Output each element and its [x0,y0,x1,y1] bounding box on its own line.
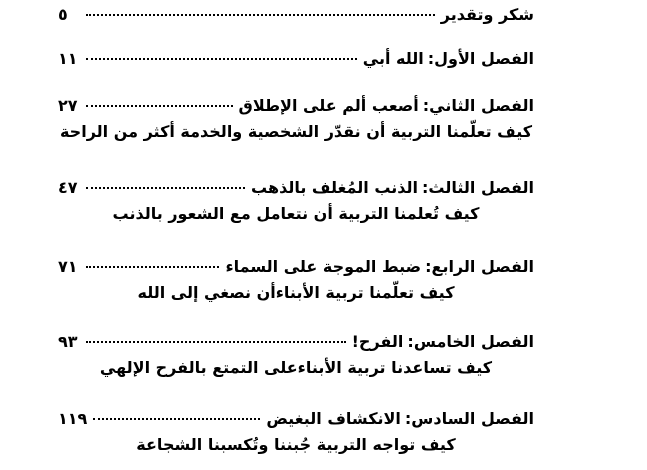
chapter-subtitle: كيف تواجه التربية جُبننا وتُكسبنا الشجاعة [136,435,456,454]
page-number: ٧١ [58,257,78,276]
chapter-subtitle: كيف تُعلمنا التربية أن نتعامل مع الشعور بالذنب [112,204,480,223]
toc-entry-acknowledgements [58,2,534,28]
dot-leader [86,14,435,16]
chapter-label: الفصل الخامس: [407,332,534,351]
page-number: ٩٣ [58,332,78,351]
chapter-title: ضبط الموجة على السماء [225,257,422,276]
toc-entry-chapter-3 [58,175,534,227]
toc-row [58,46,534,72]
chapter-label: الفصل الثالث: [422,178,534,197]
chapter-label: الفصل الرابع: [425,257,534,276]
toc-row [58,175,534,201]
chapter-title: أصعب ألم على الإطلاق [238,96,419,115]
dot-leader [93,418,260,420]
dot-leader [86,341,346,343]
toc-row [58,254,534,280]
toc-row [58,2,534,28]
chapter-label: الفصل الأول: [427,49,534,68]
toc-entry-chapter-4 [58,254,534,306]
toc-entry-chapter-6 [58,406,534,458]
dot-leader [86,58,357,60]
chapter-title: الفرح! [351,332,404,351]
chapter-title: الانكشاف البغيض [266,409,401,428]
page-number: ٢٧ [58,96,78,115]
toc-entry-chapter-1 [58,46,534,72]
toc-entry-chapter-5 [58,329,534,381]
chapter-subtitle: كيف تساعدنا تربية الأبناءعلى التمتع بالفرح الإلهي [99,358,493,377]
dot-leader [86,105,233,107]
toc-entry-chapter-2 [58,93,534,145]
chapter-label: الفصل السادس: [404,409,534,428]
page-number: ٥ [58,5,68,24]
page-number: ١١ [58,49,78,68]
chapter-subtitle: كيف تعلّمنا التربية أن نقدّر الشخصية والخدمة أكثر من الراحة [59,122,533,141]
dot-leader [86,266,219,268]
chapter-title: الذنب المُغلف بالذهب [251,178,418,197]
toc-row [58,93,534,119]
chapter-subtitle: كيف تعلّمنا تربية الأبناءأن نصغي إلى الله [137,283,455,302]
chapter-title: الله أبي [362,49,424,68]
page-number: ٤٧ [58,178,78,197]
entry-label: شكر وتقدير [440,5,534,24]
page-number: ١١٩ [58,409,88,428]
toc-row [58,406,534,432]
chapter-label: الفصل الثاني: [422,96,534,115]
toc-row [58,329,534,355]
dot-leader [86,187,245,189]
